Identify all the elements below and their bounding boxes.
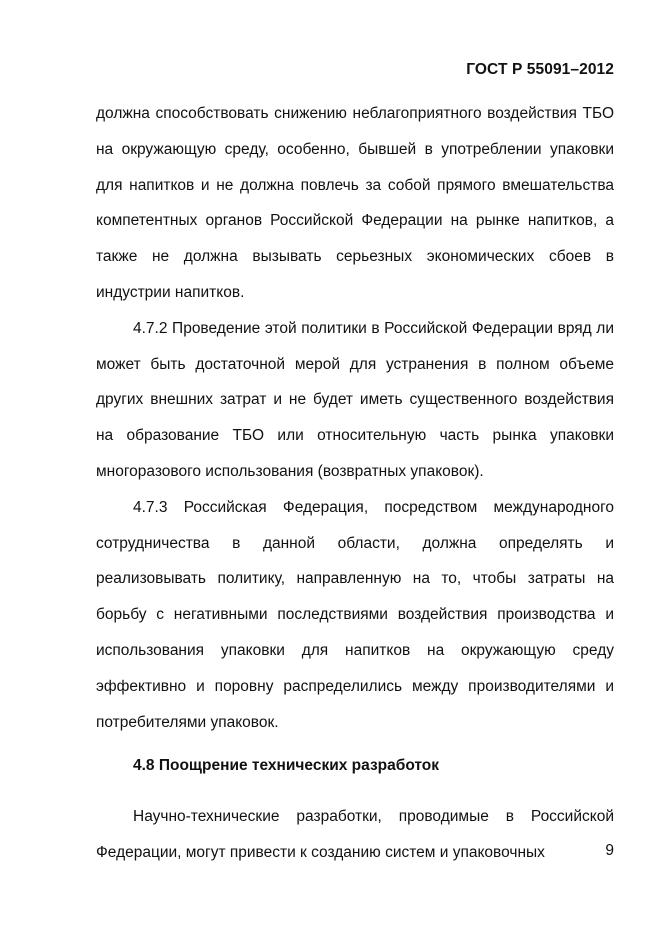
paragraph-4-7-3: 4.7.3 Российская Федерация, посредством международного сотрудничества в данной области, должна определять и реализовывать политику, направленную на то, чтобы затраты на борьбу с негативными последствиями воздействия производства и использования упаковки для напитков на окружающую среду эффективно и поровну распределились между производителями и потребителями упаковок. bbox=[96, 498, 614, 731]
section-heading-4-8: 4.8 Поощрение технических разработок bbox=[133, 757, 440, 775]
document-code-header: ГОСТ Р 55091–2012 bbox=[466, 61, 614, 78]
paragraph-continuation: должна способствовать снижению неблагоприятного воздействия ТБО на окружающую среду, особенно, бывшей в употреблении упаковки для напитков и не должна повлечь за собой прямого вмешательства компетентных органов Российской Федерации на рынке напитков, а также не должна вызывать серьезных экономических сбоев в индустрии напитков. bbox=[96, 105, 614, 301]
document-body bbox=[96, 96, 614, 871]
paragraph-4-7-2: 4.7.2 Проведение этой политики в Российской Федерации вряд ли может быть достаточной мерой для устранения в полном объеме других внешних затрат и не будет иметь существенного воздействия на образование ТБО или относительную часть рынка упаковки многоразового использования (возвратных упаковок). bbox=[96, 319, 614, 480]
page-number: 9 bbox=[605, 842, 614, 859]
paragraph-4-8-body: Научно-технические разработки, проводимые в Российской Федерации, могут привести к созданию систем и упаковочных bbox=[96, 808, 614, 861]
